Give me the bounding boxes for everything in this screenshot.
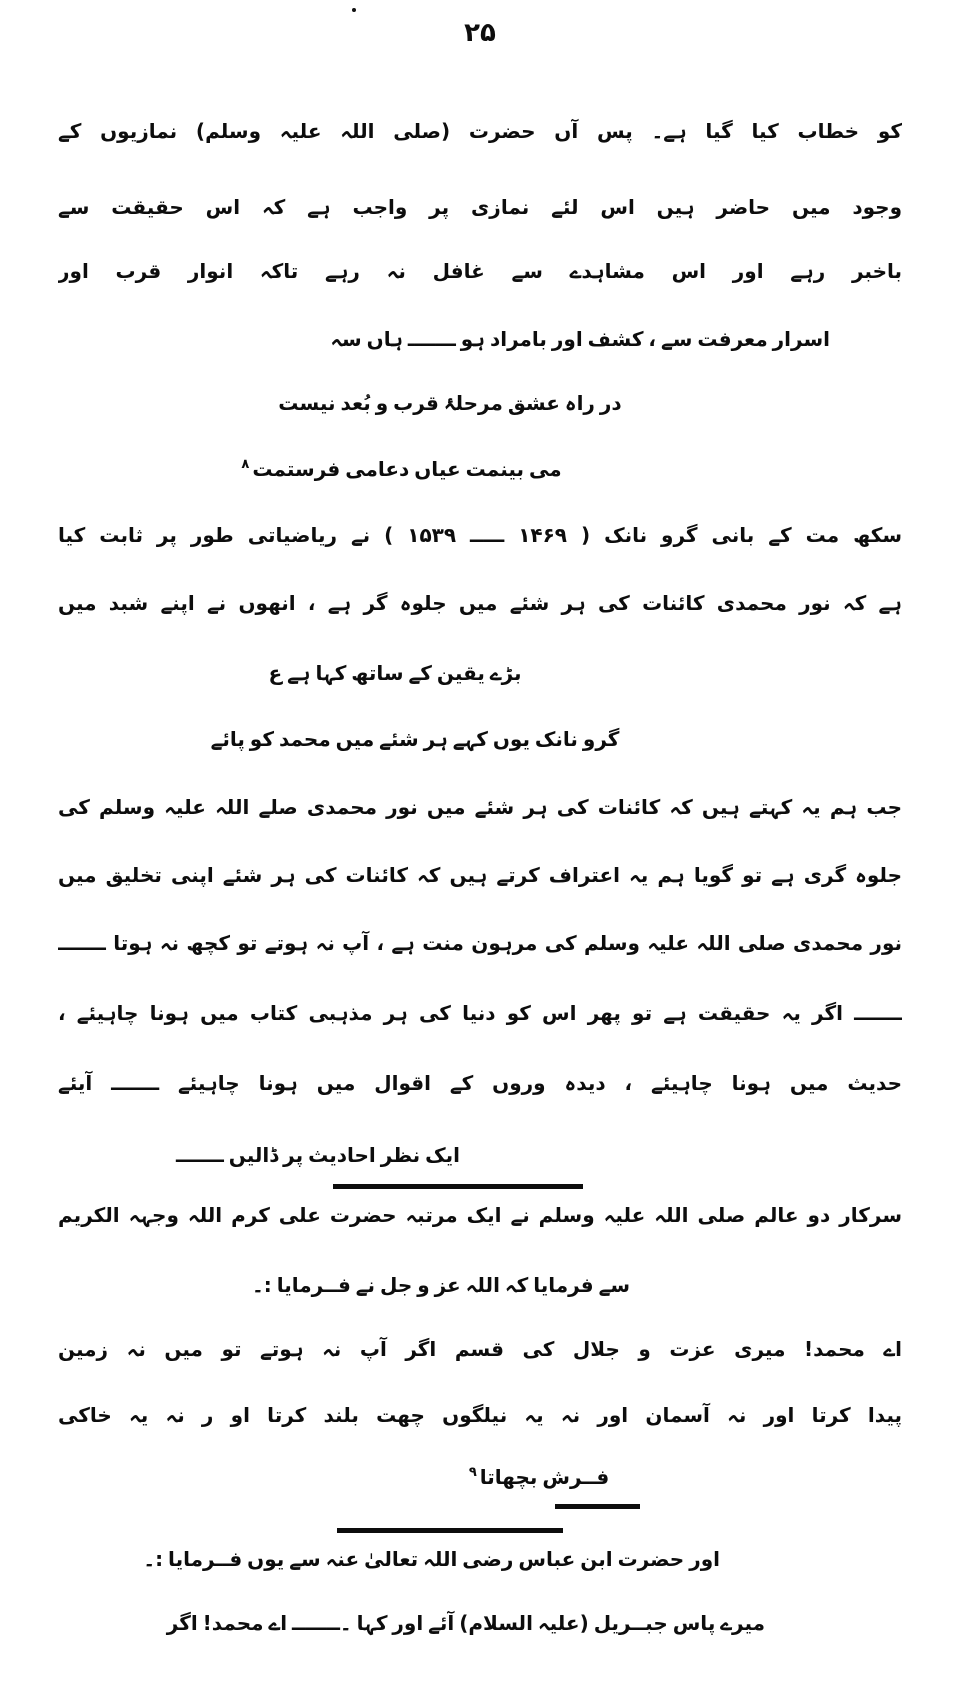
paragraph-line: ـــــــ اگر یہ حقیقت ہے تو پھر اس کو دنیا کی ہر مذہبی کتاب میں ہونا چاہیئے ، — [58, 1001, 902, 1025]
couplet-line — [230, 452, 570, 486]
paragraph-line: اسرار معرفت سے ، کشف اور بامراد ہو ـــــــ ہاں سہ — [330, 327, 830, 351]
paragraph-line: باخبر رہے اور اس مشاہدے سے غافل نہ رہے تاکہ انوار قرب اور — [58, 259, 902, 283]
paragraph-line: سکھ مت کے بانی گرو نانک ( ۱۴۶۹ ـــــ ۱۵۳۹ ) نے ریاضیاتی طور پر ثابت کیا — [58, 523, 902, 547]
section-rule — [337, 1528, 563, 1533]
hadith-line — [430, 1460, 645, 1494]
paragraph-line: وجود میں حاضر ہیں اس لئے نمازی پر واجب ہے کہ اس حقیقت سے — [58, 195, 902, 219]
paragraph-line: ہے کہ نور محمدی کائنات کی ہر شئے میں جلوہ گر ہے ، انھوں نے اپنے شبد میں — [58, 591, 902, 615]
footnote-marker: ۹ — [468, 1465, 477, 1481]
paragraph-line: کو خطاب کیا گیا ہے۔ پس آں حضرت (صلی اللہ علیہ وسلم) نمازیوں کے — [58, 119, 902, 143]
paragraph-line: بڑے یقین کے ساتھ کہا ہے ع — [268, 661, 522, 685]
paragraph-line: جلوہ گری ہے تو گویا ہم یہ اعتراف کرتے ہیں کہ کائنات کی ہر شئے اپنی تخلیق میں — [58, 863, 902, 887]
paragraph-line: حدیث میں ہونا چاہیئے ، دیدہ وروں کے اقوال میں ہونا چاہیئے ـــــــ آیئے — [58, 1071, 902, 1095]
footnote-marker: ۸ — [241, 457, 250, 473]
paragraph-line: ایک نظر احادیث پر ڈالیں ـــــــ — [175, 1143, 460, 1167]
paragraph-line: اور حضرت ابن عباس رضی اللہ تعالیٰ عنہ سے یوں فــرمایا :۔ — [143, 1547, 720, 1571]
hadith-line: میرے پاس جبــریل (علیہ السلام) آئے اور کہا ۔ـــــــ اے محمد! اگر — [166, 1611, 765, 1635]
hadith-line: اے محمد! میری عزت و جلال کی قسم اگر آپ نہ ہوتے تو میں نہ زمین — [58, 1337, 902, 1361]
hadith-text: فــرش بچھاتا — [479, 1465, 610, 1489]
couplet-line: در راہ عشق مرحلۂ قرب و بُعد نیست — [278, 391, 622, 415]
page-number: ۲۵ — [464, 18, 496, 48]
hadith-line: پیدا کرتا اور نہ آسمان اور نہ یہ نیلگوں چھت بلند کرتا او ر نہ یہ خاکی — [58, 1403, 902, 1427]
paragraph-line: نور محمدی صلی اللہ علیہ وسلم کی مرہون منت ہے ، آپ نہ ہوتے تو کچھ نہ ہوتا ـــــــ — [58, 931, 902, 955]
trailing-dash — [555, 1504, 640, 1509]
paragraph-line: سے فرمایا کہ اللہ عز و جل نے فــرمایا :۔ — [252, 1273, 630, 1297]
verse-line: گرو نانک یوں کہے ہر شئے میں محمد کو پائے — [210, 727, 620, 751]
scan-speck — [352, 8, 356, 12]
couplet-text: می بینمت عیاں دعامی فرستمت — [252, 457, 562, 481]
section-rule — [333, 1184, 583, 1189]
paragraph-line: جب ہم یہ کہتے ہیں کہ کائنات کی ہر شئے میں نور محمدی صلے اللہ علیہ وسلم کی — [58, 795, 902, 819]
paragraph-line: سرکار دو عالم صلی اللہ علیہ وسلم نے ایک مرتبہ حضرت علی کرم اللہ وجہہ الکریم — [58, 1203, 902, 1227]
